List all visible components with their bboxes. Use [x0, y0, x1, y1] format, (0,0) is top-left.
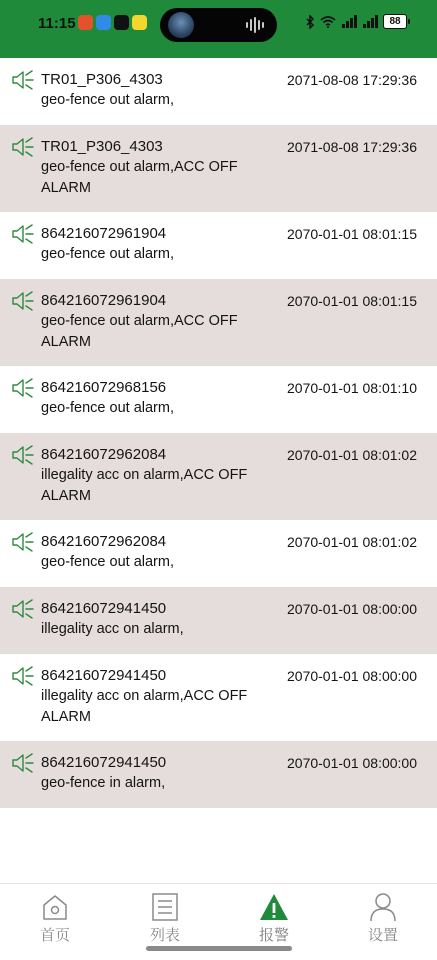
alarm-text: geo-fence out alarm,: [41, 246, 174, 262]
tiktok-icon: [114, 15, 129, 30]
alarm-text: geo-fence in alarm,: [41, 775, 166, 791]
speaker-icon: [11, 531, 35, 553]
alarm-text: geo-fence out alarm,: [41, 92, 174, 108]
device-id: TR01_P306_4303: [41, 138, 163, 155]
alarm-text: illegality acc on alarm,: [41, 621, 184, 637]
alarm-time: 2071-08-08 17:29:36: [287, 72, 417, 88]
alarm-time: 2070-01-01 08:01:10: [287, 380, 417, 396]
alarm-row[interactable]: [0, 587, 437, 654]
alarm-time: 2070-01-01 08:00:00: [287, 755, 417, 771]
device-id: TR01_P306_4303: [41, 71, 163, 88]
speaker-icon: [11, 444, 35, 466]
device-id: 864216072962084: [41, 446, 167, 463]
nav-list-label: 列表: [149, 927, 180, 944]
alarm-text: geo-fence out alarm,ACC OFF ALARM: [41, 313, 238, 350]
alarm-row[interactable]: [0, 366, 437, 433]
app-icon-2: [96, 15, 111, 30]
alarm-row[interactable]: [0, 654, 437, 741]
alarm-row[interactable]: [0, 279, 437, 366]
speaker-icon: [11, 69, 35, 91]
nav-home[interactable]: [15, 892, 95, 945]
nav-alarm-label: 报警: [258, 927, 289, 944]
list-icon: [150, 892, 180, 922]
alarm-time: 2070-01-01 08:01:15: [287, 293, 417, 309]
nav-alarm[interactable]: [234, 892, 314, 945]
alarm-list[interactable]: [0, 58, 437, 808]
signal-icon-1: [341, 15, 357, 28]
signal-icon-2: [362, 15, 378, 28]
alarm-time: 2070-01-01 08:00:00: [287, 601, 417, 617]
audio-wave-icon: [245, 17, 265, 33]
alarm-time: 2070-01-01 08:00:00: [287, 668, 417, 684]
island-album-icon: [168, 12, 194, 38]
nav-settings[interactable]: [343, 892, 423, 945]
nav-list[interactable]: [125, 892, 205, 945]
user-icon: [368, 892, 398, 922]
speaker-icon: [11, 223, 35, 245]
app-icon-1: [78, 15, 93, 30]
nav-home-label: 首页: [39, 927, 70, 944]
nav-settings-label: 设置: [367, 927, 398, 944]
device-id: 864216072962084: [41, 533, 167, 550]
alarm-time: 2070-01-01 08:01:02: [287, 534, 417, 550]
speaker-icon: [11, 377, 35, 399]
speaker-icon: [11, 598, 35, 620]
warning-icon: [259, 892, 289, 922]
bluetooth-icon: [305, 15, 315, 29]
device-id: 864216072941450: [41, 667, 167, 684]
speaker-icon: [11, 665, 35, 687]
device-id: 864216072941450: [41, 754, 167, 771]
alarm-text: geo-fence out alarm,: [41, 554, 174, 570]
speaker-icon: [11, 752, 35, 774]
app-icon-4: [132, 15, 147, 30]
status-time: 11:15: [38, 15, 76, 32]
status-bar: [0, 0, 437, 58]
device-id: 864216072941450: [41, 600, 167, 617]
alarm-text: geo-fence out alarm,: [41, 400, 174, 416]
notification-icons: [78, 15, 147, 30]
alarm-time: 2071-08-08 17:29:36: [287, 139, 417, 155]
alarm-row[interactable]: [0, 58, 437, 125]
device-id: 864216072961904: [41, 225, 167, 242]
alarm-text: geo-fence out alarm,ACC OFF ALARM: [41, 159, 238, 196]
alarm-row[interactable]: [0, 433, 437, 520]
battery-icon: 88: [383, 14, 407, 29]
alarm-time: 2070-01-01 08:01:02: [287, 447, 417, 463]
speaker-icon: [11, 290, 35, 312]
alarm-row[interactable]: [0, 212, 437, 279]
home-indicator[interactable]: [146, 946, 292, 951]
system-icons: [305, 14, 407, 29]
alarm-time: 2070-01-01 08:01:15: [287, 226, 417, 242]
device-id: 864216072968156: [41, 379, 167, 396]
alarm-row[interactable]: [0, 520, 437, 587]
dynamic-island: [160, 8, 277, 42]
wifi-icon: [320, 16, 336, 28]
alarm-text: illegality acc on alarm,ACC OFF ALARM: [41, 467, 248, 504]
device-id: 864216072961904: [41, 292, 167, 309]
speaker-icon: [11, 136, 35, 158]
alarm-row[interactable]: [0, 741, 437, 808]
alarm-row[interactable]: [0, 125, 437, 212]
home-icon: [40, 892, 70, 922]
alarm-text: illegality acc on alarm,ACC OFF ALARM: [41, 688, 248, 725]
